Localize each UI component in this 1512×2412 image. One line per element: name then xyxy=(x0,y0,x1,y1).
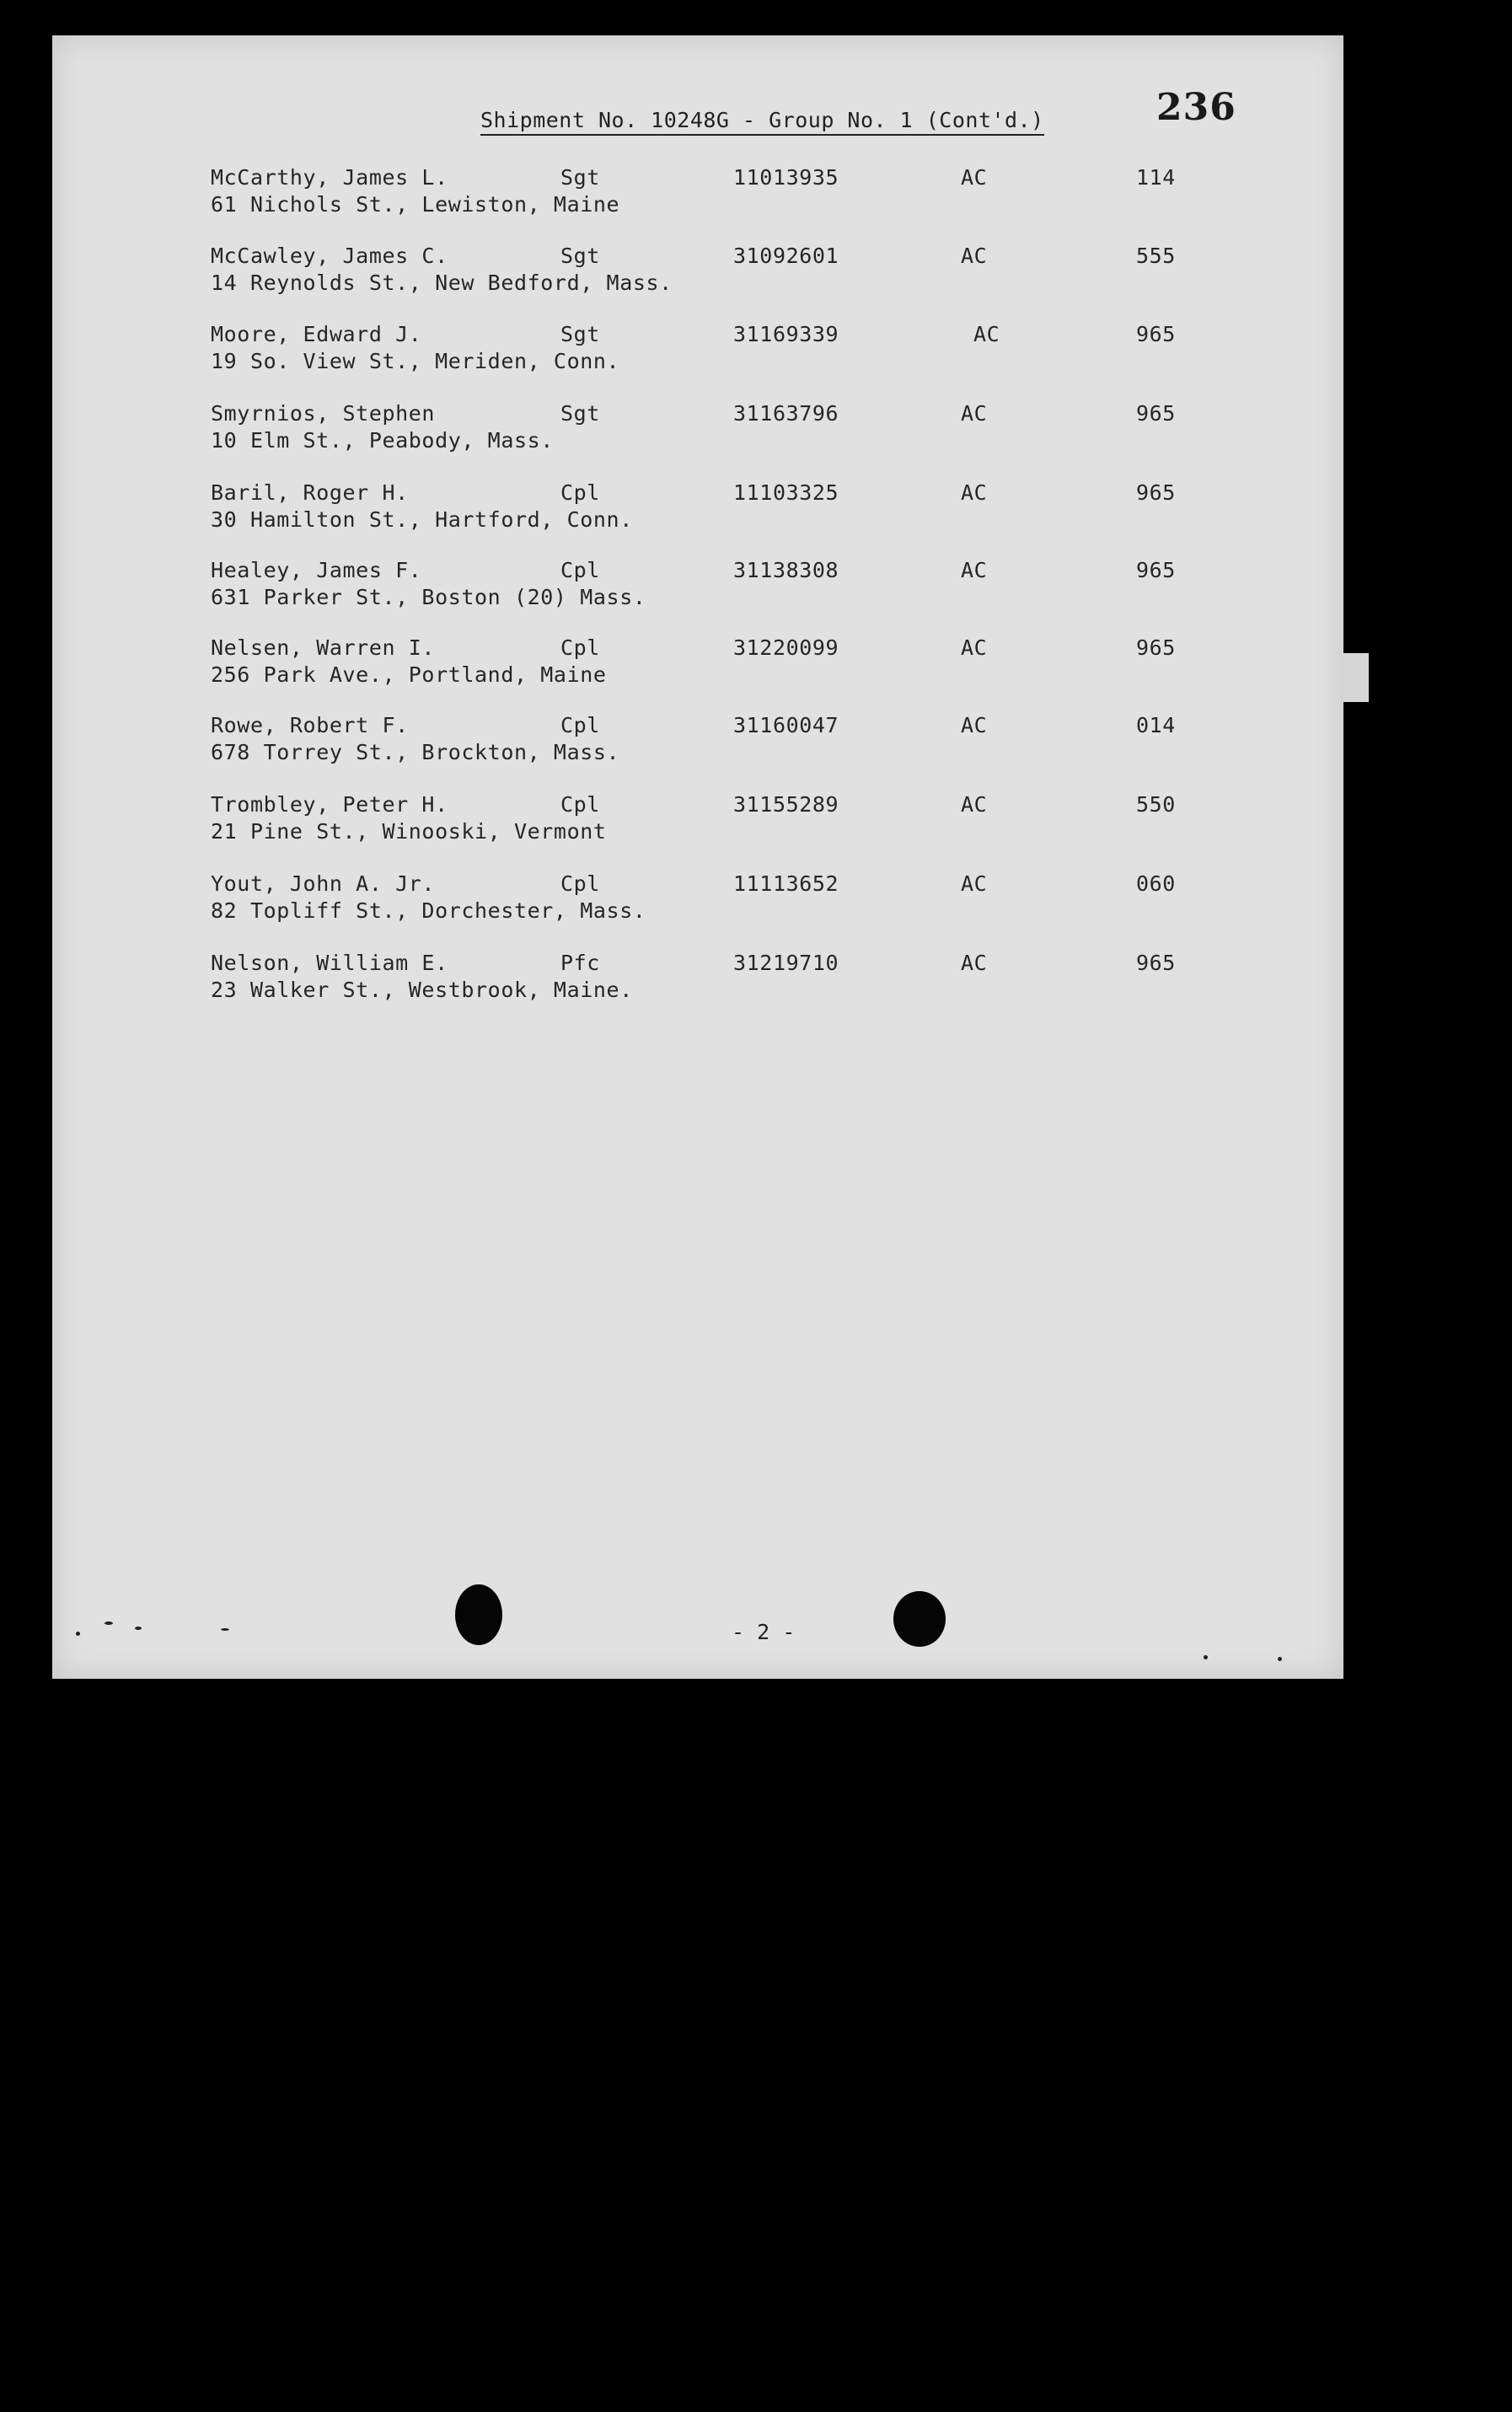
record-name: Nelson, William E. xyxy=(211,951,448,975)
record-code: 550 xyxy=(1136,792,1176,817)
personnel-record xyxy=(0,322,1512,381)
record-branch: AC xyxy=(961,792,988,817)
record-name: Nelsen, Warren I. xyxy=(211,635,436,660)
record-address: 30 Hamilton St., Hartford, Conn. xyxy=(211,507,633,532)
record-serial: 31220099 xyxy=(733,635,839,660)
record-rank: Sgt xyxy=(560,244,600,268)
record-branch: AC xyxy=(961,165,988,190)
record-branch: AC xyxy=(973,322,1000,346)
record-code: 965 xyxy=(1136,951,1176,975)
ink-speck xyxy=(135,1627,142,1630)
record-serial: 31219710 xyxy=(733,951,839,975)
shipment-header: Shipment No. 10248G - Group No. 1 (Cont'd.) xyxy=(480,108,1044,136)
record-address: 82 Topliff St., Dorchester, Mass. xyxy=(211,898,646,923)
personnel-record xyxy=(0,792,1512,851)
ink-speck xyxy=(221,1628,229,1631)
ink-speck xyxy=(76,1632,80,1636)
record-code: 060 xyxy=(1136,871,1176,896)
personnel-record xyxy=(0,635,1512,694)
record-rank: Cpl xyxy=(560,871,600,896)
record-code: 965 xyxy=(1136,558,1176,582)
record-name: Yout, John A. Jr. xyxy=(211,871,436,896)
record-code: 014 xyxy=(1136,713,1176,737)
record-rank: Sgt xyxy=(560,401,600,426)
ink-speck xyxy=(105,1621,113,1625)
personnel-record xyxy=(0,871,1512,930)
ink-speck xyxy=(1278,1657,1282,1661)
record-address: 61 Nichols St., Lewiston, Maine xyxy=(211,192,620,217)
record-serial: 11113652 xyxy=(733,871,839,896)
record-code: 114 xyxy=(1136,165,1176,190)
record-serial: 31163796 xyxy=(733,401,839,426)
footer-page-number: - 2 - xyxy=(732,1620,796,1644)
record-rank: Cpl xyxy=(560,713,600,737)
punch-hole-left xyxy=(455,1584,502,1645)
record-rank: Cpl xyxy=(560,792,600,817)
record-code: 555 xyxy=(1136,244,1176,268)
record-rank: Cpl xyxy=(560,480,600,505)
record-serial: 31092601 xyxy=(733,244,839,268)
personnel-record xyxy=(0,165,1512,224)
record-rank: Pfc xyxy=(560,951,600,975)
personnel-record xyxy=(0,401,1512,460)
record-name: Smyrnios, Stephen xyxy=(211,401,436,426)
record-address: 19 So. View St., Meriden, Conn. xyxy=(211,349,620,373)
record-branch: AC xyxy=(961,713,988,737)
record-branch: AC xyxy=(961,558,988,582)
record-serial: 11103325 xyxy=(733,480,839,505)
record-branch: AC xyxy=(961,951,988,975)
record-name: Healey, James F. xyxy=(211,558,422,582)
record-branch: AC xyxy=(961,244,988,268)
record-serial: 31169339 xyxy=(733,322,839,346)
record-code: 965 xyxy=(1136,322,1176,346)
page-number: 236 xyxy=(1156,86,1236,129)
record-rank: Sgt xyxy=(560,165,600,190)
personnel-record xyxy=(0,713,1512,772)
record-address: 14 Reynolds St., New Bedford, Mass. xyxy=(211,271,673,295)
personnel-record xyxy=(0,480,1512,539)
record-rank: Cpl xyxy=(560,558,600,582)
record-serial: 31138308 xyxy=(733,558,839,582)
record-rank: Cpl xyxy=(560,635,600,660)
record-address: 678 Torrey St., Brockton, Mass. xyxy=(211,740,620,764)
record-serial: 11013935 xyxy=(733,165,839,190)
record-serial: 31160047 xyxy=(733,713,839,737)
record-name: Trombley, Peter H. xyxy=(211,792,448,817)
record-name: McCarthy, James L. xyxy=(211,165,448,190)
record-code: 965 xyxy=(1136,401,1176,426)
ink-speck xyxy=(1204,1655,1208,1659)
record-name: McCawley, James C. xyxy=(211,244,448,268)
record-address: 256 Park Ave., Portland, Maine xyxy=(211,662,607,687)
record-name: Rowe, Robert F. xyxy=(211,713,409,737)
personnel-record xyxy=(0,244,1512,303)
personnel-record xyxy=(0,558,1512,617)
record-serial: 31155289 xyxy=(733,792,839,817)
record-code: 965 xyxy=(1136,480,1176,505)
record-code: 965 xyxy=(1136,635,1176,660)
record-address: 21 Pine St., Winooski, Vermont xyxy=(211,819,607,844)
record-name: Moore, Edward J. xyxy=(211,322,422,346)
record-branch: AC xyxy=(961,480,988,505)
record-address: 10 Elm St., Peabody, Mass. xyxy=(211,428,554,453)
record-address: 631 Parker St., Boston (20) Mass. xyxy=(211,585,646,609)
record-name: Baril, Roger H. xyxy=(211,480,409,505)
personnel-record xyxy=(0,951,1512,1010)
record-rank: Sgt xyxy=(560,322,600,346)
record-branch: AC xyxy=(961,635,988,660)
record-address: 23 Walker St., Westbrook, Maine. xyxy=(211,978,633,1002)
punch-hole-right xyxy=(893,1591,946,1647)
record-branch: AC xyxy=(961,871,988,896)
record-branch: AC xyxy=(961,401,988,426)
